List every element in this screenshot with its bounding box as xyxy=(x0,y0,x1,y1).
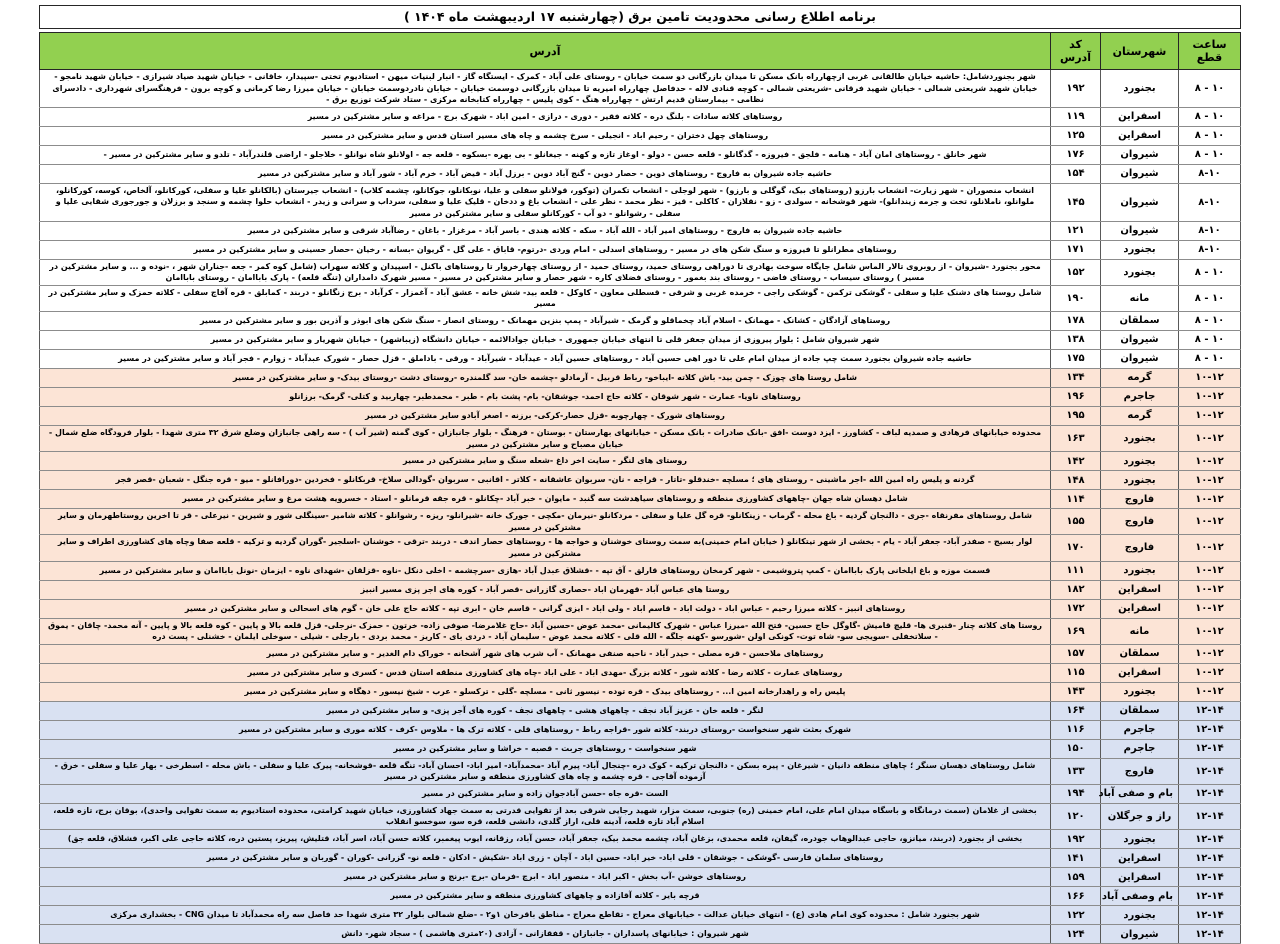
address-code-cell: ۱۳۸ xyxy=(1051,330,1101,349)
table-row xyxy=(40,164,1241,183)
page-title: برنامه اطلاع رسانی محدودیت تامین برق (چهارشنبه ۱۷ اردیبهشت ماه ۱۴۰۴ ) xyxy=(39,5,1241,29)
county-cell: فاروج xyxy=(1101,535,1179,561)
table-row xyxy=(40,126,1241,145)
outage-hours-cell: ۱۰-۱۲ xyxy=(1179,387,1241,406)
address-code-cell: ۱۴۸ xyxy=(1051,471,1101,490)
outage-hours-cell: ۱۰-۱۲ xyxy=(1179,471,1241,490)
address-code-cell: ۱۲۰ xyxy=(1051,803,1101,829)
county-cell: بجنورد xyxy=(1101,425,1179,451)
outage-hours-cell: ۸-۱۰ xyxy=(1179,240,1241,259)
address-cell: شامل روستا های دشنک علیا و سفلی - گوشکی ترکمن - گوشکی راجی - خرمده غربی و شرقی - قسطلی معاون - کاوکل - قلعه بید- شش خانه - عشق آباد - آغمزار - کرآباد - برج زنگانلو - دربند - کمابلق - قره آقاچ سفلی - کلاته حمزک و سایر مشترکین در مسیر xyxy=(40,285,1051,311)
table-row xyxy=(40,682,1241,701)
outage-hours-cell: ۱۰-۱۲ xyxy=(1179,561,1241,580)
address-cell: شامل روستاهای مفرنقاه -جری - دالنجان گردیه - باغ محله - گرماب - زینکانلو- قره گل علیا و سفلی - مردکانلو -نیرمان -مکچی - جورک خانه -شیرانلو- ریزه - رشوانلو - کلاته شامیر -سینگلی شور و شیرین - نیرعلی - قر تا اخرین روستاطهرمان و سایر مشترکین در مسیر xyxy=(40,509,1051,535)
outage-hours-cell: ۱۰-۱۲ xyxy=(1179,618,1241,644)
address-code-cell: ۱۸۲ xyxy=(1051,580,1101,599)
table-row xyxy=(40,471,1241,490)
table-row xyxy=(40,701,1241,720)
table-row xyxy=(40,145,1241,164)
county-cell: بام و صفی آباد xyxy=(1101,784,1179,803)
outage-hours-cell: ۱۰-۱۲ xyxy=(1179,509,1241,535)
address-cell: شهرک بعثت شهر سنخواست -روستای دربند- کلاته شور -قراجه رباط - روستاهای قلی - کلاته ترک ها - ملاوس -کرف - کلاته موری و سایر مشترکین در مسیر xyxy=(40,720,1051,739)
address-cell: شهر خانلق - روستاهای امان آباد - هنامه - فلجق - فیروزه - گدگانلو - قلعه حسن - دولو - اوغاز تازه و کهنه - جیغانلو - بی بهره -بسکوه - قلعه جه - اولانلو شاه نوانلو - خلاجلو - اراضی قلندرآباد - تلدو و سایر مشترکین در مسیر - xyxy=(40,145,1051,164)
address-code-cell: ۱۹۲ xyxy=(1051,830,1101,849)
table-row xyxy=(40,535,1241,561)
table-row xyxy=(40,285,1241,311)
address-cell: محور بجنورد -شیروان - از روبروی تالار الماس شامل جایگاه سوخت بهادری تا دوراهی روستای حمید، روستای حمید - از روستای چهارخروار تا روستاهای باکنل - اسپیدان و کلاته سهراب (شامل کوه کمر - جعه -جناران شهر ، -نوده و ... و سایر مشترکین در مسیر ) روستای سیساب - روستای فاضی - روستای بند بغمور - روستای فضلای کاره - شهر حصار و سایر مشترکین در مسیر - مسیر شهرک دامداران (تنگه قلعه) - پارک باباامان - روستای باباامان xyxy=(40,259,1051,285)
address-cell: شامل روستا های چوزک - چمن بید- باش کلاته -ایباخو- رباط قربیل - آرمادلو -چشمه خان- سد گلمندره -روستای دشت -روستای بیدک- و سایر مشترکین در مسیر xyxy=(40,368,1051,387)
county-cell: جاجرم xyxy=(1101,720,1179,739)
outage-hours-cell: ۱۰-۱۲ xyxy=(1179,663,1241,682)
county-cell: بجنورد xyxy=(1101,259,1179,285)
outage-hours-cell: ۸ - ۱۰ xyxy=(1179,311,1241,330)
outage-hours-cell: ۱۰-۱۲ xyxy=(1179,535,1241,561)
address-cell: بخشی از غلامان (سمت درمانگاه و باسگاه میدان امام علی، امام خمینی (ره) جنوبی، سمت مزار، شهید رجایی شرقی بعد از تقوایی قدرتی به سمت جهاد کشاورزی، خیابان شهید کرامتی، محدوده استادیوم به سمت تقوایی واحدی)، بوقان برج، تازه قلعه، اسلام آباد تازه قلعه، آدینه قلی، اراز گلدی، دانشی قلعه، قره سو، سوخسو انقلاب xyxy=(40,803,1051,829)
county-cell: جاجرم xyxy=(1101,739,1179,758)
outage-hours-cell: ۱۲-۱۴ xyxy=(1179,758,1241,784)
address-code-cell: ۱۴۱ xyxy=(1051,849,1101,868)
county-cell: فاروج xyxy=(1101,490,1179,509)
table-row xyxy=(40,452,1241,471)
outage-hours-cell: ۸ - ۱۰ xyxy=(1179,330,1241,349)
table-row xyxy=(40,107,1241,126)
address-cell: روستاهای شورک - چهارچوبه -قزل حصار-کرکی- برزنه - اصغر آبادو سایر مشترکین در مسیر xyxy=(40,406,1051,425)
table-header xyxy=(40,33,1241,70)
outage-hours-cell: ۸ - ۱۰ xyxy=(1179,70,1241,108)
outage-hours-cell: ۸ - ۱۰ xyxy=(1179,126,1241,145)
county-cell: اسفراین xyxy=(1101,580,1179,599)
table-row xyxy=(40,758,1241,784)
address-code-cell: ۱۷۰ xyxy=(1051,535,1101,561)
address-cell: لوار بسیج - صفدر آباد- جعفر آباد - یام - بخشی از شهر تیتکانلو ( خیابان امام خمینی)به سمت روستای خوشنان و خواجه ها - روستاهای حصار اندف - دربند -ترقی - خوشنان -اسلجیر -گوران گردیه و ترکیه - قلعه صفا وچاه های کشاورزی اطراف و سایر مشترکین در مسیر xyxy=(40,535,1051,561)
outage-hours-cell: ۱۰-۱۲ xyxy=(1179,682,1241,701)
outage-hours-cell: ۸ - ۱۰ xyxy=(1179,145,1241,164)
county-cell: سملقان xyxy=(1101,644,1179,663)
address-cell: روستاهای ناویا- عمارت - شهر شوقان - کلاته حاج احمد- جوشقان- بام- پشت بام - طبر - محمدطبر- چهاربید و کتلی- گرمک- برزانلو xyxy=(40,387,1051,406)
address-cell: حاشیه جاده شیروان به فاروج - روستاهای امیر آباد - الله آباد - سکه - کلاته هندی - باسر آباد - مرغزار - باغان - رضاآباد شرقی و سایر مشترکین در مسیر xyxy=(40,221,1051,240)
county-cell: بجنورد xyxy=(1101,240,1179,259)
outage-hours-cell: ۸-۱۰ xyxy=(1179,164,1241,183)
address-cell: حاشیه جاده شیروان بجنورد سمت چپ جاده از میدان امام علی تا دور اهی حسین آباد - روستاهای حسین آباد - عیدآباد - شیرآباد - ورقی - باداملق - قزل حصار - شورک عبدآباد - زوارم - فجر آباد و سایر مشترکین در مسیر xyxy=(40,349,1051,368)
outage-hours-cell: ۸ - ۱۰ xyxy=(1179,259,1241,285)
table-row xyxy=(40,849,1241,868)
county-cell: اسفراین xyxy=(1101,107,1179,126)
county-cell: گرمه xyxy=(1101,406,1179,425)
county-cell: مانه xyxy=(1101,285,1179,311)
outage-hours-cell: ۱۰-۱۲ xyxy=(1179,580,1241,599)
outage-hours-cell: ۱۰-۱۲ xyxy=(1179,452,1241,471)
address-cell: شامل دهسان شاه جهان -چاههای کشاورزی منطقه و روستاهای سیاهدشت سه گنبد - مایوان - خبر آباد -چکانلو - قره جقه قرمانلو - استاد - خسرویه هشت مرغ و سایر مشترکین در مسیر xyxy=(40,490,1051,509)
table-row xyxy=(40,784,1241,803)
address-code-cell: ۱۷۵ xyxy=(1051,349,1101,368)
county-cell: فاروج xyxy=(1101,509,1179,535)
outage-hours-cell: ۱۰-۱۲ xyxy=(1179,599,1241,618)
outage-hours-cell: ۱۰-۱۲ xyxy=(1179,406,1241,425)
table-row xyxy=(40,221,1241,240)
table-row xyxy=(40,830,1241,849)
address-code-cell: ۱۴۳ xyxy=(1051,682,1101,701)
table-row xyxy=(40,425,1241,451)
outage-hours-cell: ۸-۱۰ xyxy=(1179,221,1241,240)
county-cell: شیروان xyxy=(1101,145,1179,164)
county-cell: شیروان xyxy=(1101,349,1179,368)
county-cell: شیروان xyxy=(1101,164,1179,183)
county-cell: اسفراین xyxy=(1101,849,1179,868)
address-cell: روستاهای عمارت - کلاته رضا - کلاته شور - کلاته بزرگ -مهدی اباد - علی اباد -چاه های کشاورزی منطقه استان قدس - کسری و سایر مشترکین در مسیر xyxy=(40,663,1051,682)
address-code-cell: ۱۱۴ xyxy=(1051,490,1101,509)
county-cell: سملقان xyxy=(1101,311,1179,330)
address-code-cell: ۱۵۵ xyxy=(1051,509,1101,535)
table-row xyxy=(40,406,1241,425)
county-cell: شیروان xyxy=(1101,183,1179,221)
address-code-cell: ۱۲۴ xyxy=(1051,925,1101,944)
table-row xyxy=(40,183,1241,221)
table-row xyxy=(40,368,1241,387)
county-cell: مانه xyxy=(1101,618,1179,644)
outage-hours-cell: ۱۲-۱۴ xyxy=(1179,887,1241,906)
address-code-cell: ۱۹۲ xyxy=(1051,70,1101,108)
address-cell: گردنه و پلیس راه امین الله -اجر ماشینی - روستای های ؛ مسلچه -خندقلو -تاتار - قراجه - نان- سربوان عاشقانه - کلاتر - اقانبی - سربوان -گودالی سلاخ- قربکانلو - فخردین -دورافانلو - میو - قره جنگل - شعبان -قصر فجر xyxy=(40,471,1051,490)
address-cell: شهر بجنورد شامل : محدوده کوی امام هادی (ع) - انتهای خیابان عدالت - خیابانهای معراج - تقاطع معراج - مناطق باقرخان ۱و۲ - -ضلع شمالی بلوار ۳۲ متری شهدا حد فاصل سه راه محمدآباد تا میدان CNG - بخشداری مرکزی xyxy=(40,906,1051,925)
table-row xyxy=(40,618,1241,644)
table-row xyxy=(40,739,1241,758)
schedule-table-body xyxy=(40,70,1241,944)
outage-hours-cell: ۸-۱۰ xyxy=(1179,183,1241,221)
address-code-cell: ۱۵۲ xyxy=(1051,259,1101,285)
address-cell: شهر شیروان شامل : بلوار پیروزی از میدان جعفر قلی تا انتهای خیابان جمهوری - خیابان جوادالائمه - خیابان دانشگاه (زیباشهر) - خیابان شهریار و سایر مشترکین در مسیر xyxy=(40,330,1051,349)
table-row xyxy=(40,259,1241,285)
table-row xyxy=(40,561,1241,580)
address-cell: شهر بجنوردشامل: حاشیه خیابان طالقانی غربی ازچهارراه بانک مسکن تا میدان بازرگانی دو سمت خیابان - روستای علی آباد - کمرک - ایستگاه گاز - انبار لبنیات میهن - استادیوم تختی -سپیدار، خاقانی - خیابان شهید صیاد شیرازی - خیابان شهید نامجو - خیابان شهید شریعتی شمالی - خیابان شهید فرقانی -شریعتی شمالی - کوچه قنادی لاله - حدفاصل چهارراه امیریه تا میدان بازرگانی دوسمت خیابان - خیابان نادردوسمت خیابان - خیابان میرزا رضا کرمانی و کوچه برون - فرهنگسرای شهرداری - دادسرای نظامی - بیمارستان قدیم ارتش - چهارراه هنگ - کوی پلیس - چهارراه کتابخانه مرکزی - ستاد شرکت توزیع برق - xyxy=(40,70,1051,108)
address-code-cell: ۱۲۵ xyxy=(1051,126,1101,145)
address-code-cell: ۱۴۲ xyxy=(1051,452,1101,471)
address-cell: روستای های لنگر - سایت اخر داغ -شعله سنگ و سایر مشترکین در مسیر xyxy=(40,452,1051,471)
table-row xyxy=(40,887,1241,906)
table-row xyxy=(40,599,1241,618)
table-row xyxy=(40,803,1241,829)
address-code-cell: ۱۳۳ xyxy=(1051,758,1101,784)
county-cell: بجنورد xyxy=(1101,906,1179,925)
address-cell: محدوده خیابانهای فرهادی و صمدیه لباف - کشاورز - ایزد دوست -افق -بانک صادرات - بانک مسکن - خیابانهای بهارستان - بوستان - فرهنگ - بلوار جانبازان - کوی گمنه (شیر آب ) - سه راهی جانبازان وضلع شرق ۳۲ متری شهدا - بلوار فرودگاه ضلع شمال - خیابان مصباح و سایر مشترکین در مسیر xyxy=(40,425,1051,451)
outage-schedule-table xyxy=(39,32,1241,944)
county-cell: بجنورد xyxy=(1101,471,1179,490)
county-cell: بجنورد xyxy=(1101,682,1179,701)
table-row xyxy=(40,240,1241,259)
county-cell: اسفراین xyxy=(1101,126,1179,145)
address-code-cell: ۱۹۴ xyxy=(1051,784,1101,803)
address-cell: پلیس راه و راهدارخانه امین ا... - روستاهای بیدک - قره توده - نیسور ثانی - مسلچه -گلی - ترکسلو - عرب - شیخ نیسور - دهگاه و سایر مشترکین در مسیر xyxy=(40,682,1051,701)
address-code-cell: ۱۷۸ xyxy=(1051,311,1101,330)
address-cell: روستا های کلاته چنار -قنبری ها- قلیچ قامیش -گاوگل حاج حسین- فتح الله -میرزا عباس - شهرک کالیمانی -محمد عوض -حسین آباد -حاج غلامرضا- صوفی زاده- خرتون - حمزک -نرجلی- قزل قلعه بالا و پایین - کوه قلعه بالا و پایین - آنه محمد- چاقان - یموق - سلاتخفلی -سویجی سو- شاه توت- کونکی اولن -شورسو -کهنه جلگه - الله قلی - کلاته محمد عوض - سلیمان آباد - دردی بای - کاریز - محمد بردی - بارجلی - شیلی - سوخلی ایلمان - خشنلی - پست دره xyxy=(40,618,1051,644)
outage-hours-cell: ۱۲-۱۴ xyxy=(1179,830,1241,849)
address-cell: شهر شیروان : خیابانهای پاسداران - جانبازان - قفقازانی - آزادی (۲۰متری هاشمی ) - سجاد شهر- دانش xyxy=(40,925,1051,944)
address-cell: روستاهای آزادگان - کشانک - مهمانک - اسلام آباد چخماقلو و گرمک - شیرآباد - پمپ بنزین مهمانک - روستای انصار - سنگ شکن های ابوذر و آذرین بور و سایر مشترکین در مسیر xyxy=(40,311,1051,330)
address-code-cell: ۱۲۱ xyxy=(1051,221,1101,240)
address-cell: لنگر - قلعه خان - عزیز آباد نجف - چاههای هشی - چاههای نجف - کوره های آجر پزی- و سایر مشترکین در مسیر xyxy=(40,701,1051,720)
county-cell: بام وصفی آباد xyxy=(1101,887,1179,906)
address-code-cell: ۱۳۴ xyxy=(1051,368,1101,387)
table-row xyxy=(40,868,1241,887)
address-cell: روستاهای سلمان فارسی -گوشکی - جوشقان - قلی اباد- خیر اباد- حسین اباد - آچان - زری اباد -شکیش - ادکان - قلعه نو- گزرانی -کوران - گوربان و سایر مشترکین در مسیر xyxy=(40,849,1051,868)
table-row xyxy=(40,720,1241,739)
table-row xyxy=(40,663,1241,682)
county-cell: فاروج xyxy=(1101,758,1179,784)
outage-hours-cell: ۱۲-۱۴ xyxy=(1179,906,1241,925)
table-row xyxy=(40,490,1241,509)
address-cell: حاشیه جاده شیروان به فاروج - روستاهای دوین - حصار دوین - گنج آباد دوین - برزل آباد - فیض آباد - خرم آباد - شور آباد و سایر مشترکین در مسیر xyxy=(40,164,1051,183)
outage-hours-cell: ۱۰-۱۲ xyxy=(1179,425,1241,451)
table-row xyxy=(40,580,1241,599)
address-code-cell: ۱۱۹ xyxy=(1051,107,1101,126)
address-cell: روستاهای کلاته سادات - بلنگ دره - کلاته فقیر - دوری - درازی - امین اباد - شهرک برج - مراغه و سایر مشترکین در مسیر xyxy=(40,107,1051,126)
address-cell: بخشی از بجنورد (دربند، میانزو، حاجی عبدالوهاب جودره، گیفان، قلعه محمدی، بزغان آباد، چشمه محمد بیک، جعفر آباد، حسن آباد، رزقانه، ایوب پیغمبر، کلاته حسن آباد، اسر آباد، قتلیش، پیریز، پستین دره، کلاته حاجی علی اکبر، فشلاق، قلعه جق) xyxy=(40,830,1051,849)
outage-hours-cell: ۱۲-۱۴ xyxy=(1179,784,1241,803)
address-code-cell: ۱۹۰ xyxy=(1051,285,1101,311)
address-code-cell: ۱۶۹ xyxy=(1051,618,1101,644)
address-cell: قسمت موزه و باغ ایلخانی پارک باباامان - کمپ پتروشیمی - شهر کرمخان روستاهای قارلق - آق تپه - -قشلاق عبدل آباد -هازی -سرچشمه - اخلی دنکل -ناوه -قزلقان -شهدای ناوه - ایزمان -نونل باباامان و سایر مشترکین در مسیر xyxy=(40,561,1051,580)
header-row xyxy=(40,33,1241,70)
outage-hours-cell: ۱۲-۱۴ xyxy=(1179,925,1241,944)
outage-hours-cell: ۸ - ۱۰ xyxy=(1179,349,1241,368)
county-cell: شیروان xyxy=(1101,221,1179,240)
outage-hours-cell: ۱۲-۱۴ xyxy=(1179,803,1241,829)
address-cell: شهر سنخواست - روستاهای جربت - قصبه - خراشا و سایر مشترکین در مسیر xyxy=(40,739,1051,758)
outage-hours-cell: ۱۲-۱۴ xyxy=(1179,739,1241,758)
address-cell: روستاهای ملاحسن - قره مصلی - حیدر آباد - ناحیه صنفی مهمانک - آب شرب های شهر آشخانه - خوراک دام الغدیر - و سایر مشترکین در مسیر xyxy=(40,644,1051,663)
address-code-cell: ۱۴۵ xyxy=(1051,183,1101,221)
county-cell: جاجرم xyxy=(1101,387,1179,406)
address-code-cell: ۱۵۴ xyxy=(1051,164,1101,183)
address-cell: روستا های عباس آباد -قهرمان اباد -حصاری گازرانی -قصر آباد - کوره های اجر پزی مسیر انبیز xyxy=(40,580,1051,599)
table-row xyxy=(40,330,1241,349)
address-code-cell: ۱۹۶ xyxy=(1051,387,1101,406)
county-cell: سملقان xyxy=(1101,701,1179,720)
address-code-cell: ۱۹۵ xyxy=(1051,406,1101,425)
address-code-cell: ۱۷۶ xyxy=(1051,145,1101,164)
address-cell: قرچه بایر - کلاته آقازاده و چاههای کشاورزی منطقه و سایر مشترکین در مسیر xyxy=(40,887,1051,906)
address-cell: شامل روستاهای دهسان سنگر ؛ چاهای منطقه دانیان - شیرغان - پیره بسکن - دالنجان ترکیه - کوک دره -چنجال آباد- پیرم آباد -محمدآباد- امیر اباد- احسان آباد- تنگه قلعه -قوشخانه- پیرک علیا و سفلی - باش محله - اسطرخی - بهار علیا و سفلی - خرق - آزموده آقاجی - قره چشمه و چاه های کشاورزی منطقه و سایر مشترکین در مسیر xyxy=(40,758,1051,784)
address-code-cell: ۱۶۶ xyxy=(1051,887,1101,906)
address-cell: روستاهای مطرانلو تا فیروزه و سنگ شکن های در مسیر - روستاهای اسدلی - امام وردی -درتوم- قاباق - علی گل - گریوان -بسانه - رخیان -حصار حسینی و سایر مشترکین در مسیر xyxy=(40,240,1051,259)
address-code-cell: ۱۱۱ xyxy=(1051,561,1101,580)
address-code-cell: ۱۲۲ xyxy=(1051,906,1101,925)
outage-hours-cell: ۱۰-۱۲ xyxy=(1179,368,1241,387)
table-row xyxy=(40,349,1241,368)
address-cell: روستاهای خوشن -آب بخش - اکبر اباد - منصور اباد - ابرچ -فرمان -برج -برنج و سایر مشترکین در مسیر xyxy=(40,868,1051,887)
table-row xyxy=(40,70,1241,108)
outage-hours-cell: ۸ - ۱۰ xyxy=(1179,107,1241,126)
outage-hours-cell: ۱۲-۱۴ xyxy=(1179,720,1241,739)
outage-hours-cell: ۸ - ۱۰ xyxy=(1179,285,1241,311)
table-row xyxy=(40,387,1241,406)
county-cell: بجنورد xyxy=(1101,830,1179,849)
table-row xyxy=(40,644,1241,663)
county-cell: بجنورد xyxy=(1101,452,1179,471)
address-code-cell: ۱۵۹ xyxy=(1051,868,1101,887)
address-code-cell: ۱۶۴ xyxy=(1051,701,1101,720)
column-header-county: شهرستان xyxy=(1101,33,1179,70)
address-code-cell: ۱۵۷ xyxy=(1051,644,1101,663)
address-cell: انشعاب منصوران - شهر زیارت- انشعاب بارزو (روستاهای بیک، گوگلی و بارزو) - شهر لوجلی - انشعاب تکمران (توکور، قولانلو سفلی و علیا، نوبکانلو، جوکانلو، چشمه کلاب) - انشعاب جیرستان (بالکانلو علیا و سفلی، کورکانلو، آلخاص، کوسه، کورکانلو، ملوانلو، ناملانلو، تخت و جرمه زیندانلو)- شهر قوشخانه - سولدی - زو - نقلازان - کاکلی - قیز - نظر محمد - نظر علی - انشعاب باغ و ددخان - قلیک علیا و سفلی، سرداب و سرانی و زیدر - انشعاب حلوا چشمه و سنجد و برزلان و جورجوری شقایی علیا و سفلی - رشوانلو - دو آب - کورکانلو سفلی و سایر مشترکین در مسیر xyxy=(40,183,1051,221)
county-cell: بجنورد xyxy=(1101,70,1179,108)
county-cell: گرمه xyxy=(1101,368,1179,387)
address-cell: روستاهای چهل دختران - رحیم اباد - انجیلی - سرخ چشمه و چاه های مسیر استان قدس و سایر مشترکین در مسیر xyxy=(40,126,1051,145)
outage-hours-cell: ۱۲-۱۴ xyxy=(1179,849,1241,868)
county-cell: اسفراین xyxy=(1101,599,1179,618)
address-code-cell: ۱۵۰ xyxy=(1051,739,1101,758)
county-cell: راز و جرگلان xyxy=(1101,803,1179,829)
table-row xyxy=(40,906,1241,925)
address-cell: روستاهای انبیز - کلاته میرزا رحیم - عباس اباد - دولت اباد - قاسم اباد - ولی اباد - ایزی گرانی - قاسم خان - ابری تپه - کلاته حاج علی خان - گوم های اسحالی و سایر مشترکین در مسیر xyxy=(40,599,1051,618)
outage-hours-cell: ۱۲-۱۴ xyxy=(1179,868,1241,887)
outage-hours-cell: ۱۰-۱۲ xyxy=(1179,490,1241,509)
address-code-cell: ۱۱۶ xyxy=(1051,720,1101,739)
county-cell: بجنورد xyxy=(1101,561,1179,580)
county-cell: شیروان xyxy=(1101,330,1179,349)
address-code-cell: ۱۷۱ xyxy=(1051,240,1101,259)
table-row xyxy=(40,925,1241,944)
address-cell: الست -قره جاه -حسن آبادجوان زاده و سایر مشترکین در مسیر xyxy=(40,784,1051,803)
address-code-cell: ۱۶۳ xyxy=(1051,425,1101,451)
table-row xyxy=(40,311,1241,330)
address-code-cell: ۱۷۲ xyxy=(1051,599,1101,618)
table-row xyxy=(40,509,1241,535)
column-header-hours: ساعت قطع xyxy=(1179,33,1241,70)
column-header-address: آدرس xyxy=(40,33,1051,70)
outage-hours-cell: ۱۲-۱۴ xyxy=(1179,701,1241,720)
county-cell: شیروان xyxy=(1101,925,1179,944)
county-cell: اسفراین xyxy=(1101,868,1179,887)
county-cell: اسفراین xyxy=(1101,663,1179,682)
address-code-cell: ۱۱۵ xyxy=(1051,663,1101,682)
outage-hours-cell: ۱۰-۱۲ xyxy=(1179,644,1241,663)
column-header-code: کد آدرس xyxy=(1051,33,1101,70)
